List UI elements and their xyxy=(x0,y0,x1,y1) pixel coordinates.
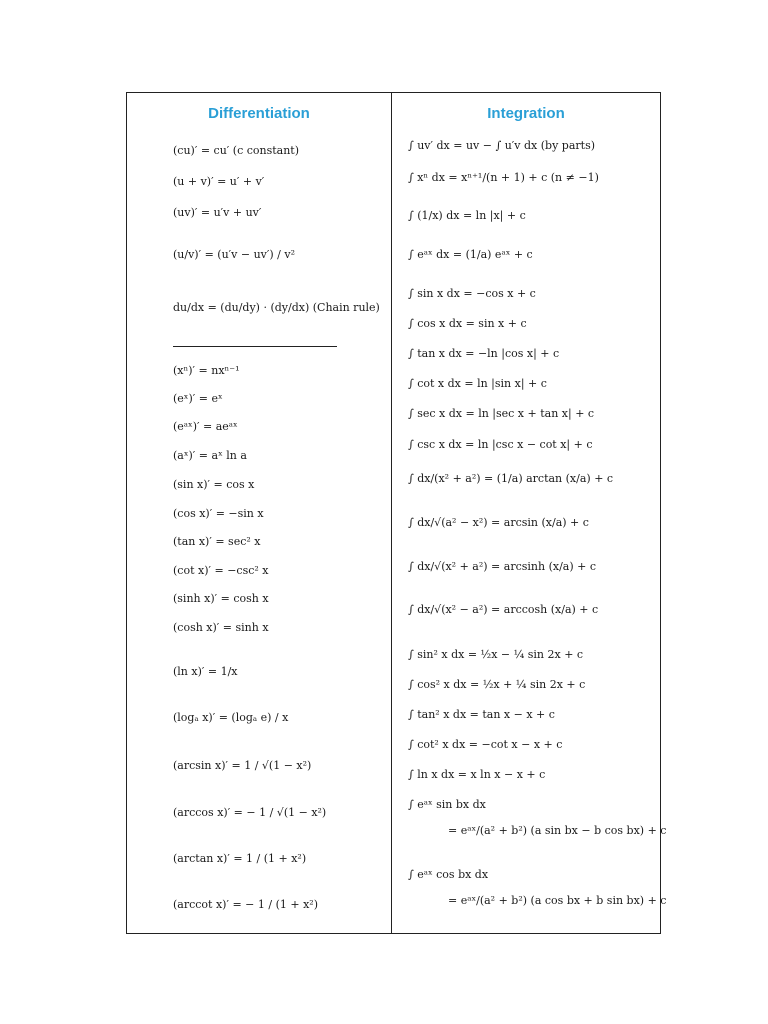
diff-formula: du/dx = (du/dy) · (dy/dx) (Chain rule) xyxy=(173,301,380,314)
int-formula: ∫ xⁿ dx = xⁿ⁺¹/(n + 1) + c (n ≠ −1) xyxy=(408,171,599,184)
diff-formula: (ln x)′ = 1/x xyxy=(173,665,238,678)
diff-formula: (xⁿ)′ = nxⁿ⁻¹ xyxy=(173,364,240,377)
int-formula: ∫ sin x dx = −cos x + c xyxy=(408,287,536,300)
int-formula: ∫ csc x dx = ln |csc x − cot x| + c xyxy=(408,438,593,451)
diff-formula: (logₐ x)′ = (logₐ e) / x xyxy=(173,711,289,724)
int-formula: ∫ eᵃˣ cos bx dx xyxy=(408,868,489,881)
differentiation-heading: Differentiation xyxy=(208,105,310,122)
section-separator xyxy=(173,346,337,347)
int-formula: ∫ eᵃˣ sin bx dx xyxy=(408,798,486,811)
int-formula: ∫ cos² x dx = ½x + ¼ sin 2x + c xyxy=(408,678,586,691)
differentiation-column xyxy=(127,93,391,933)
int-formula: ∫ sec x dx = ln |sec x + tan x| + c xyxy=(408,407,595,420)
int-formula: ∫ cot² x dx = −cot x − x + c xyxy=(408,738,563,751)
diff-formula: (arccos x)′ = − 1 / √(1 − x²) xyxy=(173,806,327,819)
diff-formula: (cot x)′ = −csc² x xyxy=(173,564,269,577)
integration-heading: Integration xyxy=(487,105,565,122)
int-formula: ∫ ln x dx = x ln x − x + c xyxy=(408,768,546,781)
int-formula: ∫ (1/x) dx = ln |x| + c xyxy=(408,209,526,222)
int-formula: ∫ eᵃˣ dx = (1/a) eᵃˣ + c xyxy=(408,248,533,261)
integration-column xyxy=(392,93,667,933)
diff-formula: (u + v)′ = u′ + v′ xyxy=(173,175,265,188)
int-formula: ∫ cot x dx = ln |sin x| + c xyxy=(408,377,547,390)
int-formula: ∫ tan x dx = −ln |cos x| + c xyxy=(408,347,560,360)
diff-formula: (eˣ)′ = eˣ xyxy=(173,392,223,405)
int-formula: ∫ cos x dx = sin x + c xyxy=(408,317,527,330)
diff-formula: (arcsin x)′ = 1 / √(1 − x²) xyxy=(173,759,312,772)
int-formula: ∫ dx/√(a² − x²) = arcsin (x/a) + c xyxy=(408,516,589,529)
int-formula: ∫ uv′ dx = uv − ∫ u′v dx (by parts) xyxy=(408,139,596,152)
formula-sheet xyxy=(126,92,667,934)
diff-formula: (cos x)′ = −sin x xyxy=(173,507,264,520)
diff-formula: (u/v)′ = (u′v − uv′) / v² xyxy=(173,248,296,261)
diff-formula: (arctan x)′ = 1 / (1 + x²) xyxy=(173,852,307,865)
int-formula: ∫ sin² x dx = ½x − ¼ sin 2x + c xyxy=(408,648,584,661)
diff-formula: (sinh x)′ = cosh x xyxy=(173,592,269,605)
diff-formula: (arccot x)′ = − 1 / (1 + x²) xyxy=(173,898,318,911)
int-formula: ∫ dx/√(x² − a²) = arccosh (x/a) + c xyxy=(408,603,599,616)
diff-formula: (uv)′ = u′v + uv′ xyxy=(173,206,262,219)
diff-formula: (cosh x)′ = sinh x xyxy=(173,621,269,634)
int-formula: = eᵃˣ/(a² + b²) (a cos bx + b sin bx) + c xyxy=(448,894,667,907)
int-formula: ∫ dx/(x² + a²) = (1/a) arctan (x/a) + c xyxy=(408,472,614,485)
int-formula: ∫ dx/√(x² + a²) = arcsinh (x/a) + c xyxy=(408,560,596,573)
diff-formula: (eᵃˣ)′ = aeᵃˣ xyxy=(173,420,238,433)
diff-formula: (cu)′ = cu′ (c constant) xyxy=(173,144,300,157)
diff-formula: (tan x)′ = sec² x xyxy=(173,535,261,548)
diff-formula: (sin x)′ = cos x xyxy=(173,478,255,491)
int-formula: = eᵃˣ/(a² + b²) (a sin bx − b cos bx) + c xyxy=(448,824,667,837)
diff-formula: (aˣ)′ = aˣ ln a xyxy=(173,449,247,462)
int-formula: ∫ tan² x dx = tan x − x + c xyxy=(408,708,555,721)
